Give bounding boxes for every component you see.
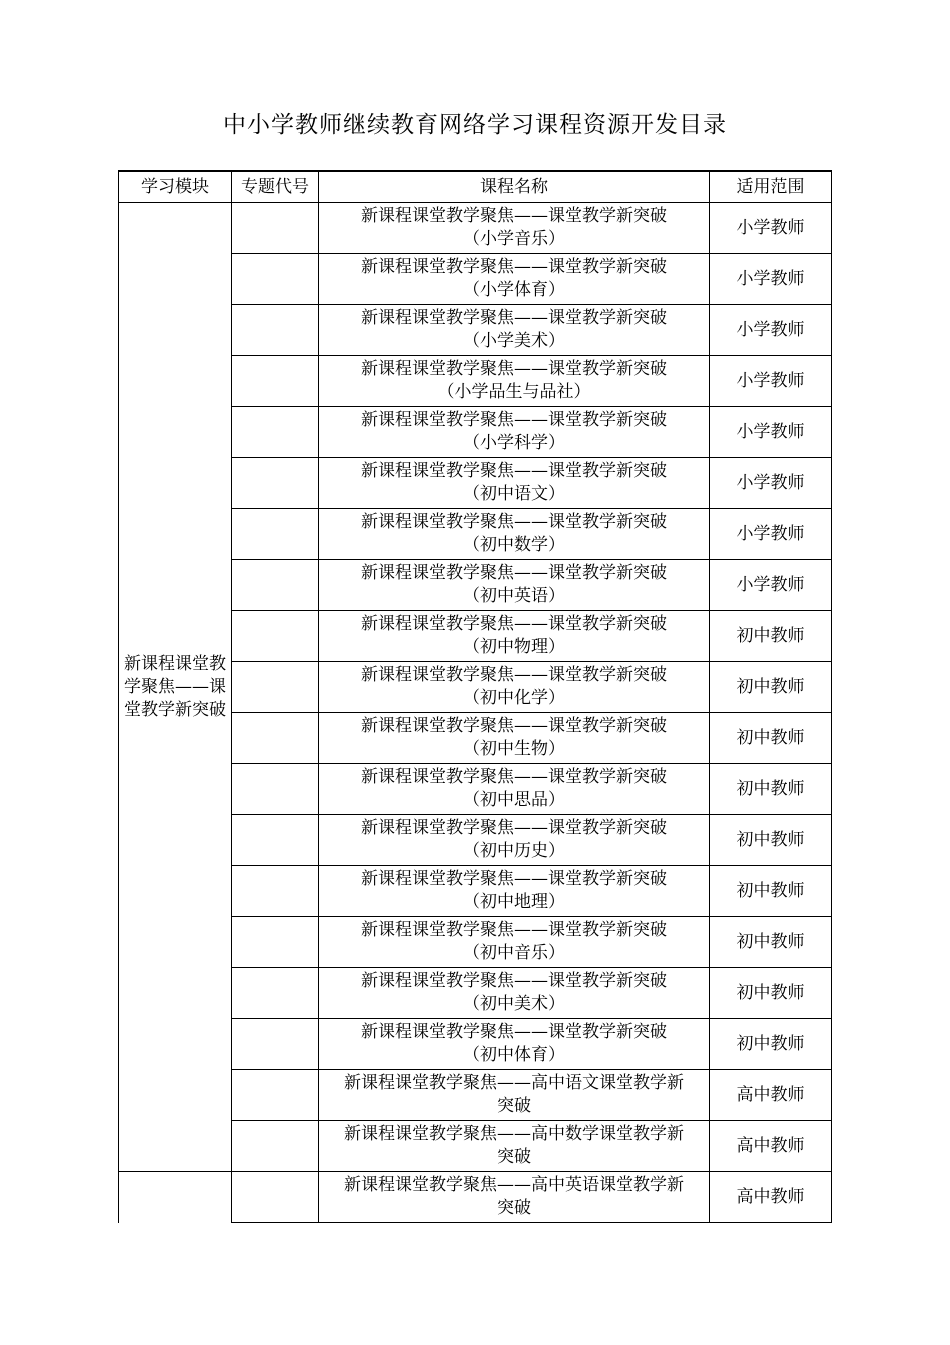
course-name-line2: （小学科学） [463, 433, 565, 453]
header-code: 专题代号 [232, 171, 319, 203]
course-name-line2: 突破 [497, 1096, 531, 1116]
course-name-cell [319, 611, 710, 662]
course-name-line2: （初中化学） [463, 688, 565, 708]
course-name-line1: 新课程课堂教学聚焦——高中英语课堂教学新 [344, 1175, 684, 1195]
course-name-line1: 新课程课堂教学聚焦——课堂教学新突破 [361, 206, 667, 226]
course-name-line2: （初中生物） [463, 739, 565, 759]
scope-cell: 高中教师 [710, 1121, 832, 1172]
course-name-cell [319, 560, 710, 611]
scope-cell: 初中教师 [710, 866, 832, 917]
course-name-line2: （初中数学） [463, 535, 565, 555]
course-name-cell [319, 1121, 710, 1172]
course-name-line1: 新课程课堂教学聚焦——课堂教学新突破 [361, 563, 667, 583]
course-name-line1: 新课程课堂教学聚焦——课堂教学新突破 [361, 308, 667, 328]
course-name-line1: 新课程课堂教学聚焦——课堂教学新突破 [361, 359, 667, 379]
course-name-cell [319, 509, 710, 560]
topic-code-cell [232, 254, 319, 305]
course-name-line2: （小学体育） [463, 280, 565, 300]
scope-cell: 初中教师 [710, 611, 832, 662]
table-header-row [119, 171, 832, 203]
topic-code-cell [232, 968, 319, 1019]
course-name-cell [319, 866, 710, 917]
course-name-cell [319, 407, 710, 458]
topic-code-cell [232, 713, 319, 764]
course-name-line1: 新课程课堂教学聚焦——课堂教学新突破 [361, 1022, 667, 1042]
topic-code-cell [232, 203, 319, 254]
course-name-line1: 新课程课堂教学聚焦——课堂教学新突破 [361, 461, 667, 481]
topic-code-cell [232, 1070, 319, 1121]
module-cell [119, 203, 232, 1172]
scope-cell: 初中教师 [710, 815, 832, 866]
course-name-line2: 突破 [497, 1198, 531, 1218]
course-name-line2: （初中美术） [463, 994, 565, 1014]
course-name-line1: 新课程课堂教学聚焦——课堂教学新突破 [361, 257, 667, 277]
scope-cell: 初中教师 [710, 764, 832, 815]
topic-code-cell [232, 458, 319, 509]
course-name-line1: 新课程课堂教学聚焦——高中数学课堂教学新 [344, 1124, 684, 1144]
course-name-line2: （初中地理） [463, 892, 565, 912]
course-name-cell [319, 662, 710, 713]
topic-code-cell [232, 509, 319, 560]
topic-code-cell [232, 407, 319, 458]
topic-code-cell [232, 356, 319, 407]
course-rows [119, 203, 832, 1223]
scope-cell: 初中教师 [710, 1019, 832, 1070]
topic-code-cell [232, 1019, 319, 1070]
course-name-line2: （初中物理） [463, 637, 565, 657]
topic-code-cell [232, 917, 319, 968]
course-name-line1: 新课程课堂教学聚焦——课堂教学新突破 [361, 614, 667, 634]
scope-cell: 初中教师 [710, 968, 832, 1019]
topic-code-cell [232, 815, 319, 866]
course-name-cell [319, 713, 710, 764]
course-name-cell [319, 305, 710, 356]
course-name-cell [319, 203, 710, 254]
course-name-line1: 新课程课堂教学聚焦——课堂教学新突破 [361, 869, 667, 889]
course-name-line2: （初中体育） [463, 1045, 565, 1065]
course-name-line1: 新课程课堂教学聚焦——课堂教学新突破 [361, 767, 667, 787]
topic-code-cell [232, 560, 319, 611]
course-name-line1: 新课程课堂教学聚焦——课堂教学新突破 [361, 920, 667, 940]
scope-cell: 初中教师 [710, 713, 832, 764]
course-name-line2: （初中语文） [463, 484, 565, 504]
course-name-cell [319, 254, 710, 305]
scope-cell: 小学教师 [710, 305, 832, 356]
topic-code-cell [232, 764, 319, 815]
course-name-line1: 新课程课堂教学聚焦——课堂教学新突破 [361, 716, 667, 736]
scope-cell: 高中教师 [710, 1070, 832, 1121]
course-name-line2: （初中思品） [463, 790, 565, 810]
page-title: 中小学教师继续教育网络学习课程资源开发目录 [223, 112, 727, 138]
course-name-line2: （初中历史） [463, 841, 565, 861]
header-module: 学习模块 [119, 171, 232, 203]
course-name-cell [319, 764, 710, 815]
scope-cell: 小学教师 [710, 407, 832, 458]
topic-code-cell [232, 1172, 319, 1223]
scope-cell: 初中教师 [710, 662, 832, 713]
course-name-line1: 新课程课堂教学聚焦——课堂教学新突破 [361, 818, 667, 838]
scope-cell: 小学教师 [710, 509, 832, 560]
table-row [119, 203, 832, 254]
header-course-name: 课程名称 [319, 171, 710, 203]
scope-cell: 小学教师 [710, 203, 832, 254]
course-name-cell [319, 356, 710, 407]
course-name-line1: 新课程课堂教学聚焦——课堂教学新突破 [361, 665, 667, 685]
course-name-cell [319, 917, 710, 968]
module-cell-blank [119, 1172, 232, 1223]
course-name-line2: （小学品生与品社） [437, 382, 591, 402]
course-name-line2: （初中音乐） [463, 943, 565, 963]
header-scope: 适用范围 [710, 171, 832, 203]
course-name-line1: 新课程课堂教学聚焦——高中语文课堂教学新 [344, 1073, 684, 1093]
course-name-line2: （初中英语） [463, 586, 565, 606]
course-name-cell [319, 1070, 710, 1121]
scope-cell: 高中教师 [710, 1172, 832, 1223]
course-name-line1: 新课程课堂教学聚焦——课堂教学新突破 [361, 410, 667, 430]
course-name-cell [319, 815, 710, 866]
course-name-cell [319, 458, 710, 509]
scope-cell: 初中教师 [710, 917, 832, 968]
course-name-cell [319, 1172, 710, 1223]
scope-cell: 小学教师 [710, 458, 832, 509]
topic-code-cell [232, 662, 319, 713]
scope-cell: 小学教师 [710, 560, 832, 611]
course-name-line1: 新课程课堂教学聚焦——课堂教学新突破 [361, 971, 667, 991]
course-name-line2: （小学音乐） [463, 229, 565, 249]
course-name-line2: （小学美术） [463, 331, 565, 351]
topic-code-cell [232, 611, 319, 662]
course-name-line2: 突破 [497, 1147, 531, 1167]
course-name-cell [319, 1019, 710, 1070]
topic-code-cell [232, 1121, 319, 1172]
topic-code-cell [232, 866, 319, 917]
course-name-line1: 新课程课堂教学聚焦——课堂教学新突破 [361, 512, 667, 532]
module-name: 新课程课堂教学聚焦——课堂教学新突破 [124, 653, 226, 720]
topic-code-cell [232, 305, 319, 356]
course-name-cell [319, 968, 710, 1019]
scope-cell: 小学教师 [710, 254, 832, 305]
table-row [119, 1172, 832, 1223]
course-catalog-table [118, 170, 832, 1223]
scope-cell: 小学教师 [710, 356, 832, 407]
